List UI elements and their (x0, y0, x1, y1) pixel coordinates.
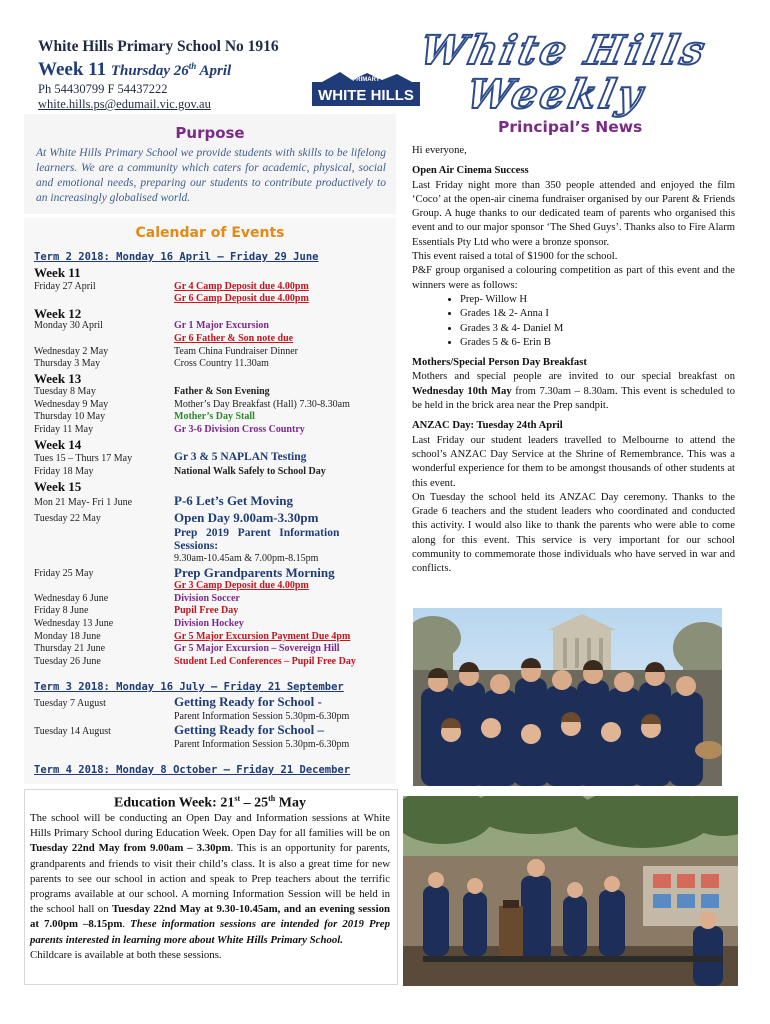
event-date: Thursday 21 June (34, 643, 106, 654)
breakfast-date: Wednesday 10th May (412, 385, 512, 397)
ew-title-sup: th (268, 794, 276, 803)
event-date: Friday 8 June (34, 605, 89, 616)
breakfast-text (412, 370, 735, 413)
event-item: 9.30am-10.45am & 7.00pm-8.15pm (174, 553, 319, 564)
ew-bold: Tuesday 22nd May at 9.30-10.45am, and an evening session at 7.00pm –8.15pm (30, 903, 390, 931)
anzac-ceremony-text: On Tuesday the school held its ANZAC Day ceremony. Thanks to the Grade 6 teachers and the student leaders who coordinated and conducted this activity. I would also like to thank the parents who were able to come along for this event. This service is very important for our school community to commemorate those individuals who have served in war and conflicts. (412, 491, 735, 575)
date-sup: th (188, 61, 197, 71)
event-date: Friday 25 May (34, 568, 94, 579)
event-item: Gr 3 & 5 NAPLAN Testing (174, 451, 307, 463)
event-item: Pupil Free Day (174, 605, 239, 616)
logo-name-text: WHITE HILLS (318, 87, 414, 104)
event-date: Tuesday 22 May (34, 513, 101, 524)
event-date: Mon 21 May- Fri 1 June (34, 497, 133, 508)
education-week-text (30, 811, 390, 963)
ew-para: The school will be conducting an Open Day and Information sessions at White Hills Primary School during Education Week. Open Day for all families will be on (30, 812, 390, 840)
event-item: Getting Ready for School – (174, 722, 324, 737)
event-item: Gr 5 Major Excursion Payment Due 4pm (174, 631, 351, 642)
event-date: Monday 18 June (34, 631, 101, 642)
event-item: P-6 Let’s Get Moving (174, 493, 294, 508)
event-item: Team China Fundraiser Dinner (174, 346, 298, 357)
event-date: Thursday 10 May (34, 411, 106, 422)
masthead (396, 26, 756, 118)
event-date: Wednesday 13 June (34, 618, 114, 629)
event-item: Sessions: (174, 540, 219, 552)
event-item: Division Hockey (174, 618, 244, 629)
principal-news-body (412, 144, 735, 577)
anzac-shrine-photo (413, 608, 722, 786)
event-item: Gr 1 Major Excursion (174, 320, 269, 331)
event-item: Gr 3 Camp Deposit due 4.00pm (174, 580, 309, 591)
event-date: Wednesday 9 May (34, 399, 109, 410)
ew-para: . (122, 918, 131, 931)
school-name: White Hills Primary School No 1916 (38, 38, 279, 55)
term3-heading: Term 3 2018: Monday 16 July – Friday 21 September (34, 681, 344, 693)
ew-bold: Tuesday 22nd May from 9.00am – 3.30pm (30, 842, 231, 855)
event-item: Parent Information Session 5.30pm-6.30pm (174, 711, 350, 722)
ew-italic: These information sessions are intended for 2019 Prep parents interested in learning more about White Hills Primary School. (30, 918, 391, 946)
list-item: • Grades 3 & 4- Daniel M (460, 322, 735, 336)
event-item: Parent Information Session 5.30pm-6.30pm (174, 739, 350, 750)
week-label: Week 11 (38, 59, 107, 80)
event-date: Wednesday 2 May (34, 346, 109, 357)
cinema-text: Last Friday night more than 350 people attended and enjoyed the film ‘Coco’ at the open-air cinema fundraiser organised by our Parent & Friends Group. A huge thanks to our dedicated team of parents who organised this event and to our major sponsor ‘The Shed Guys’. Thanks also to Fire Alarm Essentials Pty Ltd who were a bronze sponsor. (412, 179, 735, 248)
anzac-heading: ANZAC Day: Tuesday 24th April (412, 420, 563, 432)
purpose-heading: Purpose (175, 124, 245, 142)
event-item: National Walk Safely to School Day (174, 466, 326, 477)
event-item: Gr 6 Father & Son note due (174, 333, 294, 344)
week12-label: Week 12 (34, 306, 82, 321)
event-date: Tuesday 8 May (34, 386, 96, 397)
event-item: Father & Son Evening (174, 386, 270, 397)
cinema-total: This event raised a total of $1900 for the school. (412, 251, 618, 263)
ew-para: . This is an opportunity for parents, grandparents and friends to visit their child’s class. It is also a great time for new parents to see our school in action and speak to Prep teachers about the terrific programs available at our school. A morning Information Session will be held in the school hall on (30, 842, 390, 916)
event-date: Friday 18 May (34, 466, 94, 477)
anzac-text: Last Friday our student leaders travelled to Melbourne to attend the school’s ANZAC Day Service at the Shrine of Remembrance. This was a wonderful experience for them to be amongst thousands of other students at this event. (412, 434, 735, 489)
event-item: Mother’s Day Stall (174, 411, 255, 422)
week15-label: Week 15 (34, 479, 82, 494)
breakfast-heading: Mothers/Special Person Day Breakfast (412, 357, 587, 369)
purpose-text: At White Hills Primary School we provide students with skills to be lifelong learners. We are a community which caters for academic, physical, social and emotional needs, preparing our students to contribute productively to an increasingly globalised world. (36, 147, 386, 204)
event-item: Division Soccer (174, 593, 240, 604)
event-date: Friday 27 April (34, 281, 96, 292)
event-item: Gr 3-6 Division Cross Country (174, 424, 305, 435)
event-item: Prep Grandparents Morning (174, 565, 335, 580)
greeting: Hi everyone, (412, 145, 467, 156)
event-date: Thursday 3 May (34, 358, 101, 369)
ew-title-sup: st (234, 794, 241, 803)
event-item: Open Day 9.00am-3.30pm (174, 510, 319, 525)
event-date: Monday 30 April (34, 320, 103, 331)
anzac-ceremony-photo (403, 796, 738, 986)
event-item: Gr 4 Camp Deposit due 4.00pm (174, 281, 309, 292)
logo-primary-text: PRIMARY (352, 77, 380, 83)
term4-heading: Term 4 2018: Monday 8 October – Friday 21 December (34, 764, 351, 776)
issue-date (38, 59, 231, 81)
week14-label: Week 14 (34, 437, 82, 452)
masthead-line2: Weekly (462, 70, 650, 118)
week11-label: Week 11 (34, 265, 81, 280)
masthead-line1: White Hills (415, 26, 712, 74)
list-item: • Grades 5 & 6- Erin B (460, 336, 735, 350)
event-date: Tues 15 – Thurs 17 May (34, 453, 133, 464)
event-item: Prep 2019 Parent Information (174, 527, 340, 539)
week13-label: Week 13 (34, 371, 82, 386)
event-date: Wednesday 6 June (34, 593, 109, 604)
ew-title-text: Education Week: 21 (114, 795, 235, 811)
breakfast-text-c: from 7.30am – 8.30am. This event is scheduled to be held in the brick area near the Prep sandpit. (412, 385, 735, 412)
event-item: Getting Ready for School - (174, 694, 322, 709)
event-item: Cross Country 11.30am (174, 358, 269, 369)
event-item: Gr 6 Camp Deposit due 4.00pm (174, 293, 309, 304)
date-text: Thursday 26 (110, 63, 189, 79)
date-month: April (196, 63, 232, 79)
winners-list (412, 293, 735, 350)
colouring-text: P&F group organised a colouring competition as part of this event and the winners were as follows: (412, 265, 735, 291)
ew-childcare: Childcare is available at both these sessions. (30, 948, 222, 961)
cinema-heading: Open Air Cinema Success (412, 165, 529, 177)
list-item: • Grades 1& 2- Anna I (460, 307, 735, 321)
breakfast-text-a: Mothers and special people are invited to our special breakfast on (412, 371, 735, 383)
event-date: Tuesday 26 June (34, 656, 101, 667)
event-item: Mother’s Day Breakfast (Hall) 7.30-8.30am (174, 399, 350, 410)
calendar-heading: Calendar of Events (135, 225, 285, 241)
list-item: • Prep- Willow H (460, 293, 735, 307)
event-date: Tuesday 7 August (34, 698, 106, 709)
event-item: Student Led Conferences – Pupil Free Day (174, 656, 356, 667)
event-date: Tuesday 14 August (34, 726, 111, 737)
ew-title-text: May (275, 795, 306, 811)
education-week-heading (24, 794, 396, 812)
event-date: Friday 11 May (34, 424, 94, 435)
principal-news-heading: Principal’s News (498, 118, 643, 136)
ew-title-text: – 25 (240, 795, 269, 811)
term2-heading: Term 2 2018: Monday 16 April – Friday 29 June (34, 251, 319, 263)
phone-fax: Ph 54430799 F 54437222 (38, 82, 168, 96)
event-item: Gr 5 Major Excursion – Sovereign Hill (174, 643, 340, 654)
email-link[interactable]: white.hills.ps@edumail.vic.gov.au (38, 97, 211, 111)
